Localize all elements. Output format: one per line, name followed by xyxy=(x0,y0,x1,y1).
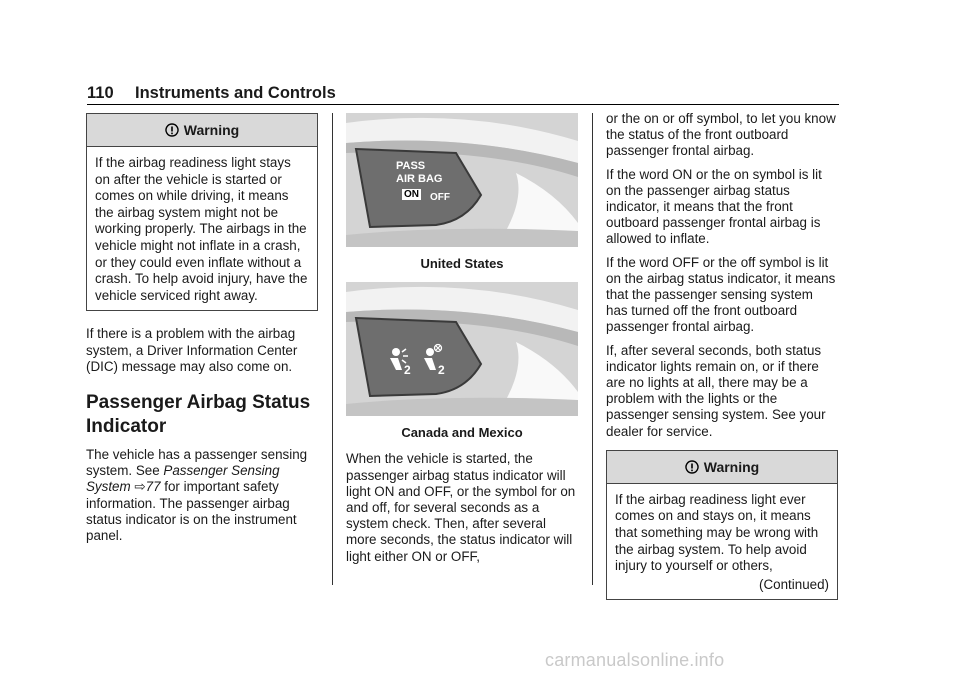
svg-text:2: 2 xyxy=(404,363,411,378)
page-ref[interactable]: 77 xyxy=(145,479,161,495)
on-badge: ON xyxy=(404,189,419,200)
pass-label: PASS xyxy=(396,160,426,172)
warning-box xyxy=(86,113,318,311)
warning-text-2: If the airbag readiness light ever comes on and stays on, it means that something may be wrong with the airbag system. To help avoid injury to yourself or others, (Continued) xyxy=(615,491,829,592)
warning-box-2 xyxy=(606,450,838,601)
column-divider-1 xyxy=(332,113,333,585)
caption-canada-mexico: Canada and Mexico xyxy=(401,425,523,441)
warning-title-2: Warning xyxy=(703,458,760,475)
section-heading: Passenger Airbag Status Indicator xyxy=(86,391,311,437)
off-label: OFF xyxy=(430,192,450,203)
dic-paragraph: If there is a problem with the airbag system, a Driver Information Center (DIC) message may also come on. xyxy=(86,326,298,374)
page-number: 110 xyxy=(87,84,114,102)
page-ref-icon: ⇨ xyxy=(134,479,146,495)
dashboard-illustration xyxy=(346,113,578,247)
warning-text: If the airbag readiness light stays on after the vehicle is started or comes on while driving, it means the airbag system might not be working properly. The airbags in the vehicle might not inflate in a crash, or they could even inflate without a crash. To help avoid injury, have the vehicle serviced right away. xyxy=(95,155,308,303)
both-lights-paragraph: If, after several seconds, both status indicator lights remain on, or if there are no lights at all, there may be a problem with the lights or the passenger sensing system. See your dealer for service. xyxy=(606,342,826,439)
continued-label: (Continued) xyxy=(759,576,829,592)
dashboard-illustration-2 xyxy=(346,282,578,416)
airbag-label: AIR BAG xyxy=(396,173,443,185)
column-3 xyxy=(606,111,838,600)
section-title: Instruments and Controls xyxy=(135,84,336,102)
system-check-paragraph: When the vehicle is started, the passenger airbag status indicator will light ON and OFF, or the symbol for on and off, for several seconds as a system check. Then, after several more seconds, the status indicator will light either ON or OFF, xyxy=(346,451,576,564)
sensing-paragraph: The vehicle has a passenger sensing system. See Passenger Sensing System ⇨77 for important safety information. The passenger airbag status indicator is on the instrument panel. xyxy=(86,446,308,543)
warning-header-2 xyxy=(607,451,837,484)
warning-icon xyxy=(685,460,699,474)
warning-title: Warning xyxy=(183,121,240,138)
passenger-sensing-link[interactable]: Passenger Sensing System xyxy=(86,463,280,495)
column-1 xyxy=(86,113,318,551)
warning-icon xyxy=(165,123,179,137)
caption-us: United States xyxy=(420,256,504,271)
page-header xyxy=(87,84,839,105)
status-paragraph: or the on or off symbol, to let you know the status of the front outboard passenger frontal airbag. xyxy=(606,111,836,159)
warning-header xyxy=(87,114,317,147)
svg-text:2: 2 xyxy=(438,363,445,378)
column-divider-2 xyxy=(592,113,593,585)
us-indicator-image xyxy=(346,113,578,247)
off-paragraph: If the word OFF or the off symbol is lit on the airbag status indicator, it means that the passenger sensing system has turned off the front outboard passenger frontal airbag. xyxy=(606,254,836,335)
column-2 xyxy=(346,113,578,572)
canada-indicator-image xyxy=(346,282,578,416)
on-paragraph: If the word ON or the on symbol is lit on the passenger airbag status indicator, it means that the front outboard passenger frontal airbag is allowed to inflate. xyxy=(606,166,822,247)
watermark: carmanualsonline.info xyxy=(545,650,725,670)
